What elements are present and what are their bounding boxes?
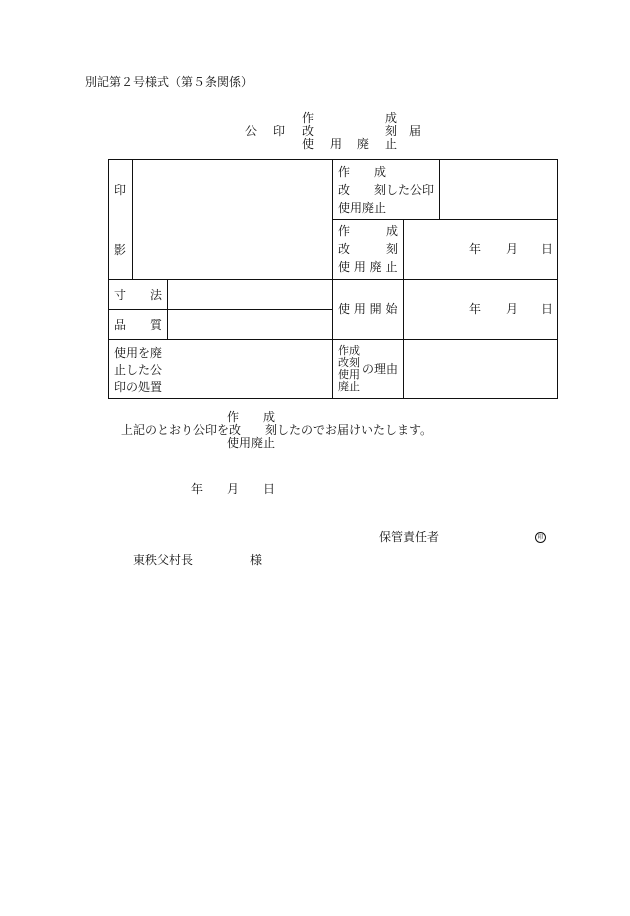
- reason-line-1: 作成: [338, 344, 360, 357]
- reason-line-2: 改刻: [338, 356, 360, 369]
- date1-day: 日: [541, 242, 554, 256]
- box2-line-1: 作 成: [338, 224, 399, 238]
- table-line: [167, 279, 168, 339]
- table-line: [108, 279, 558, 280]
- table-line: [108, 159, 558, 160]
- inei-label-2: 影: [114, 243, 127, 257]
- inei-label-1: 印: [114, 183, 127, 197]
- custodian-label: 保管責任者: [379, 530, 440, 544]
- box1-line-1: 作 成: [338, 165, 387, 179]
- title-bottom-3: 廃: [357, 137, 370, 151]
- haishi-label-3: 印の処置: [114, 380, 163, 394]
- table-line: [332, 219, 558, 220]
- table-line: [132, 159, 133, 279]
- statement-above: 作 成: [227, 410, 276, 424]
- date2-year: 年: [469, 302, 482, 316]
- table-line: [108, 339, 558, 340]
- box2-line-2: 改 刻: [338, 242, 399, 256]
- seal-mark: 印: [535, 532, 546, 543]
- table-line: [403, 219, 404, 398]
- title-bottom-4: 止: [385, 137, 398, 151]
- title-kou: 公: [245, 124, 258, 138]
- date-month: 月: [227, 482, 240, 496]
- date2-month: 月: [506, 302, 519, 316]
- reason-line-3: 使用: [338, 368, 360, 381]
- table-line: [332, 159, 333, 398]
- title-mid-start: 改: [302, 124, 315, 138]
- statement-below: 使用廃止: [227, 436, 276, 450]
- title-top-start: 作: [302, 111, 315, 125]
- haishi-label-2: 止した公: [114, 363, 163, 377]
- date-year: 年: [191, 482, 204, 496]
- form-number: 別記第２号様式（第５条関係）: [85, 75, 254, 89]
- addressee-sama: 様: [250, 553, 263, 567]
- date-day: 日: [263, 482, 276, 496]
- reason-suffix: の理由: [362, 362, 399, 376]
- title-bottom-1: 使: [302, 137, 315, 151]
- table-line: [557, 159, 558, 398]
- table-line: [439, 159, 440, 219]
- date2-day: 日: [541, 302, 554, 316]
- box1-line-2: 改 刻した公印: [338, 183, 435, 197]
- table-line: [108, 398, 558, 399]
- reason-line-4: 廃止: [338, 380, 360, 393]
- table-line: [108, 159, 109, 398]
- title-bottom-2: 用: [330, 137, 343, 151]
- date1-year: 年: [469, 242, 482, 256]
- sunpo-label: 寸 法: [114, 288, 163, 302]
- box2-line-3: 使 用 廃 止: [338, 260, 398, 274]
- shiyo-kaishi-label: 使 用 開 始: [338, 302, 398, 316]
- title-todoke: 届: [409, 124, 422, 138]
- statement-main: 上記のとおり公印を改 刻したのでお届けいたします。: [121, 423, 433, 437]
- title-top-end: 成: [385, 111, 398, 125]
- title-mid-end: 刻: [385, 124, 398, 138]
- box1-line-3: 使用廃止: [338, 201, 387, 215]
- title-in: 印: [273, 124, 286, 138]
- addressee-name: 東秩父村長: [133, 553, 194, 567]
- date1-month: 月: [506, 242, 519, 256]
- table-line: [108, 309, 333, 310]
- hinshitsu-label: 品 質: [114, 318, 163, 332]
- haishi-label-1: 使用を廃: [114, 346, 163, 360]
